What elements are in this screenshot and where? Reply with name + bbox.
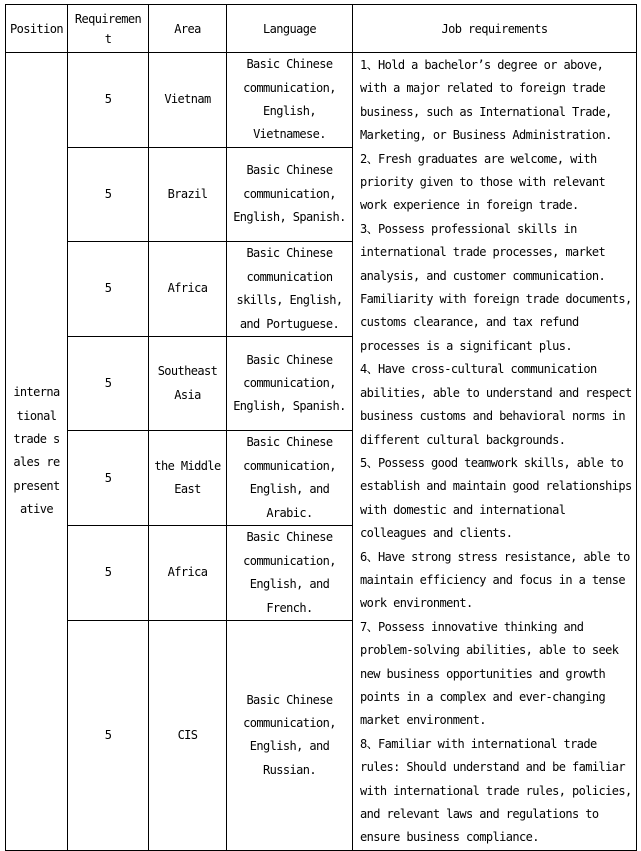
header-job-requirements: Job requirements xyxy=(353,5,637,53)
job-requirements-cell xyxy=(353,53,637,851)
language-cell: Basic Chinese communication, English, and Arabic. xyxy=(227,431,353,526)
language-cell: Basic Chinese communication, English, and French. xyxy=(227,526,353,621)
header-position: Position xyxy=(6,5,68,53)
area-cell: Brazil xyxy=(149,147,227,241)
area-cell: Africa xyxy=(149,526,227,621)
language-cell: Basic Chinese communication, English, and Russian. xyxy=(227,621,353,851)
language-cell: Basic Chinese communication skills, English, and Portuguese. xyxy=(227,242,353,337)
area-cell: Southeast Asia xyxy=(149,337,227,431)
requirement-cell: 5 xyxy=(68,337,149,431)
job-requirements-table xyxy=(5,4,637,851)
requirement-cell: 5 xyxy=(68,147,149,241)
language-cell: Basic Chinese communication, English, Spanish. xyxy=(227,147,353,241)
job-requirement-item: 2、Fresh graduates are welcome, with priority given to those with relevant work experience in foreign trade. xyxy=(360,151,606,213)
job-requirement-item: 1、Hold a bachelor’s degree or above, with a major related to foreign trade business, such as International Trade, Marketing, or Business Administration. xyxy=(360,58,612,143)
job-requirement-item: 6、Have strong stress resistance, able to maintain efficiency and focus in a tense work environment. xyxy=(360,549,630,611)
table-row xyxy=(6,53,637,148)
area-cell: Vietnam xyxy=(149,53,227,148)
header-language: Language xyxy=(227,5,353,53)
position-cell: international trade sales representative xyxy=(6,53,68,851)
requirement-cell: 5 xyxy=(68,526,149,621)
job-requirement-item: 8、Familiar with international trade rules: Should understand and be familiar with international trade rules, policies, and relevant laws and regulations to ensure business compliance. xyxy=(360,736,632,845)
language-cell: Basic Chinese communication, English, Vietnamese. xyxy=(227,53,353,148)
area-cell: the Middle East xyxy=(149,431,227,526)
requirement-cell: 5 xyxy=(68,242,149,337)
job-requirement-item: 3、Possess professional skills in international trade processes, market analysis, and customer communication. Familiarity with foreign trade documents, customs clearance, and tax refund processes is a significant plus. xyxy=(360,221,632,353)
job-requirement-item: 4、Have cross-cultural communication abilities, able to understand and respect business customs and behavioral norms in different cultural backgrounds. xyxy=(360,362,632,447)
area-cell: CIS xyxy=(149,621,227,851)
requirement-cell: 5 xyxy=(68,621,149,851)
requirement-cell: 5 xyxy=(68,431,149,526)
requirement-cell: 5 xyxy=(68,53,149,148)
header-row xyxy=(6,5,637,53)
language-cell: Basic Chinese communication, English, Spanish. xyxy=(227,337,353,431)
job-requirement-item: 5、Possess good teamwork skills, able to establish and maintain good relationships with domestic and international colleagues and clients. xyxy=(360,455,632,541)
area-cell: Africa xyxy=(149,242,227,337)
job-requirement-item: 7、Possess innovative thinking and problem-solving abilities, able to seek new business opportunities and growth points in a complex and ever-changing market environment. xyxy=(360,619,619,728)
header-area: Area xyxy=(149,5,227,53)
header-requirement: Requirement xyxy=(68,5,149,53)
